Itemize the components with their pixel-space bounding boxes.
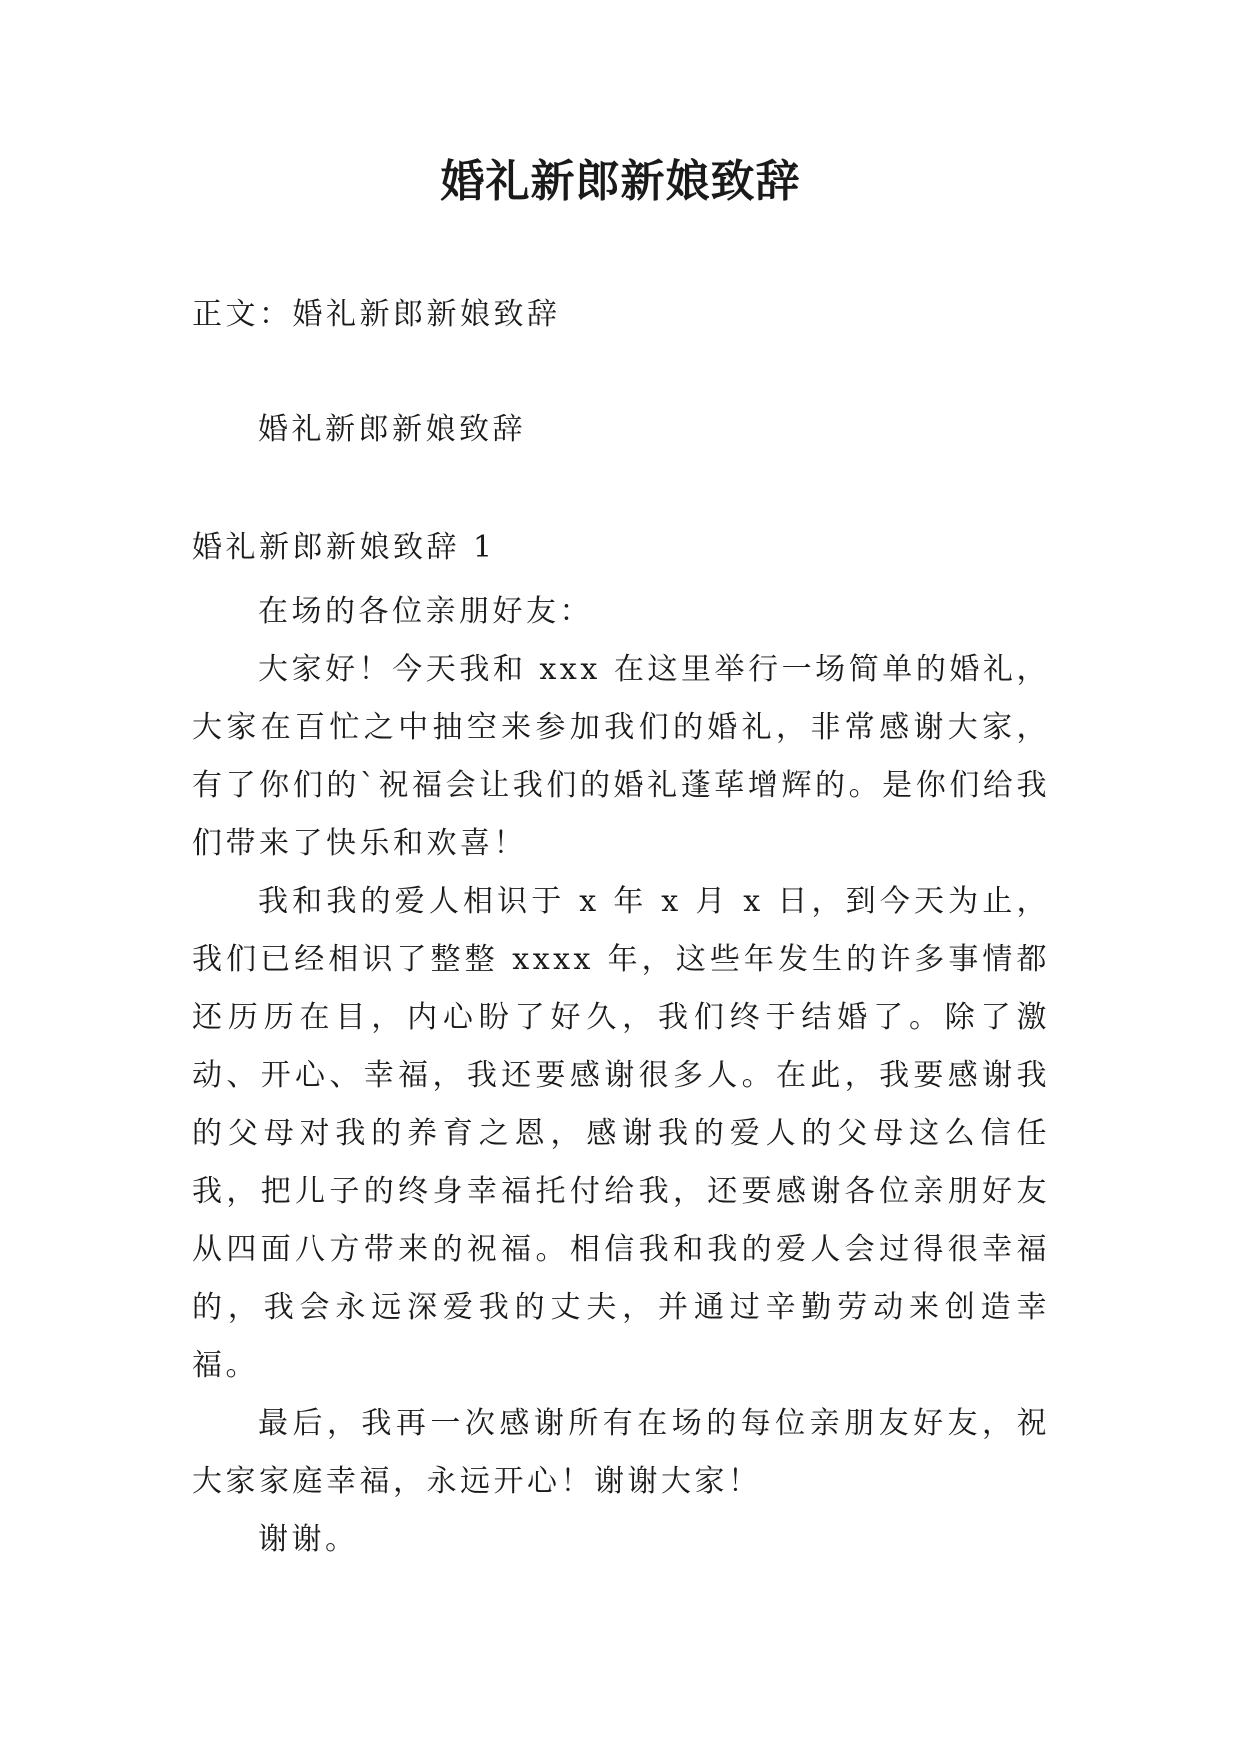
subtitle-line: 婚礼新郎新娘致辞 — [258, 412, 526, 447]
paragraph-welcome: 大家好！今天我和 xxx 在这里举行一场简单的婚礼，大家在百忙之中抽空来参加我们的婚礼，非常感谢大家，有了你们的`祝福会让我们的婚礼蓬荜增辉的。是你们给我们带来了快乐和欢喜！ — [192, 652, 1050, 861]
paragraph-closing: 最后，我再一次感谢所有在场的每位亲朋友好友，祝大家家庭幸福，永远开心！谢谢大家！ — [192, 1406, 1050, 1499]
label-line: 正文：婚礼新郎新娘致辞 — [192, 297, 561, 332]
paragraph-final: 谢谢。 — [258, 1522, 359, 1557]
body-text — [192, 583, 1050, 1569]
document-title: 婚礼新郎新娘致辞 — [440, 156, 801, 207]
paragraph-thanks: 我和我的爱人相识于 x 年 x 月 x 日，到今天为止，我们已经相识了整整 xxxx 年，这些年发生的许多事情都还历历在目，内心盼了好久，我们终于结婚了。除了激动、开心、幸福，我还要感谢很多人。在此，我要感谢我的父母对我的养育之恩，感谢我的爱人的父母这么信任我，把儿子的终身幸福托付给我，还要感谢各位亲朋好友从四面八方带来的祝福。相信我和我的爱人会过得很幸福的，我会永远深爱我的丈夫，并通过辛勤劳动来创造幸福。 — [192, 884, 1050, 1383]
section-heading: 婚礼新郎新娘致辞 1 — [192, 530, 496, 565]
paragraph-greeting: 在场的各位亲朋好友： — [258, 594, 593, 629]
